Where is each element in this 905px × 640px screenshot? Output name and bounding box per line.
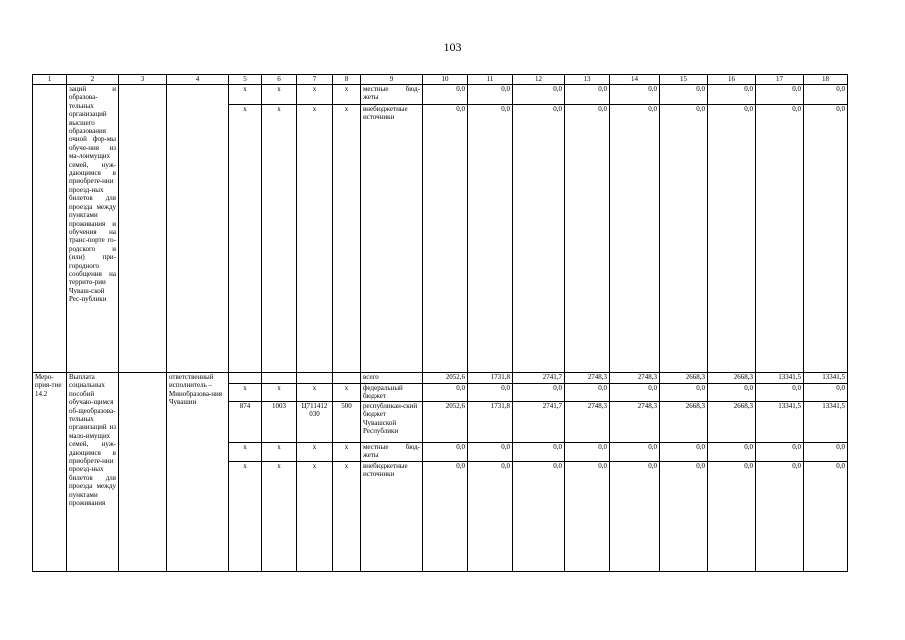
code-cell: x	[229, 461, 262, 571]
value-cell: 0,0	[513, 105, 565, 373]
code-cell: x	[262, 461, 297, 571]
value-cell: 0,0	[756, 85, 804, 105]
empty-cell	[33, 85, 67, 373]
code-cell: x	[229, 442, 262, 461]
col-header: 11	[468, 75, 513, 85]
value-cell: 0,0	[660, 85, 708, 105]
budget-table	[32, 74, 848, 572]
value-cell: 0,0	[513, 442, 565, 461]
table-row	[33, 85, 848, 105]
col-header: 18	[804, 75, 848, 85]
responsible-executor: ответственный исполнитель – Минобразова-ния Чувашии	[167, 373, 229, 572]
value-cell: 0,0	[565, 85, 610, 105]
funding-source: всего	[361, 373, 423, 384]
value-cell: 2668,3	[660, 401, 708, 442]
column-number-row	[33, 75, 848, 85]
value-cell: 0,0	[708, 461, 756, 571]
value-cell: 0,0	[565, 105, 610, 373]
value-cell: 2748,3	[565, 373, 610, 384]
value-cell: 2052,6	[423, 401, 468, 442]
col-header: 12	[513, 75, 565, 85]
value-cell: 0,0	[468, 461, 513, 571]
value-cell: 2668,3	[708, 373, 756, 384]
code-cell: x	[333, 105, 361, 373]
value-cell: 0,0	[804, 384, 848, 402]
value-cell: 13341,5	[756, 373, 804, 384]
code-cell: Ц711412 030	[297, 401, 333, 442]
code-cell: x	[262, 384, 297, 402]
value-cell: 0,0	[708, 85, 756, 105]
col-header: 4	[167, 75, 229, 85]
value-cell: 0,0	[708, 105, 756, 373]
col-header: 8	[333, 75, 361, 85]
value-cell: 2668,3	[708, 401, 756, 442]
value-cell: 2748,3	[610, 401, 660, 442]
code-cell: x	[262, 442, 297, 461]
value-cell: 0,0	[660, 384, 708, 402]
funding-source: местные бюд-жеты	[361, 85, 423, 105]
code-cell	[333, 373, 361, 384]
value-cell: 0,0	[756, 384, 804, 402]
value-cell: 2741,7	[513, 401, 565, 442]
value-cell: 1731,8	[468, 401, 513, 442]
value-cell: 0,0	[468, 384, 513, 402]
value-cell: 0,0	[423, 384, 468, 402]
code-cell: x	[297, 105, 333, 373]
funding-source: внебюджетные источники	[361, 461, 423, 571]
value-cell: 13341,5	[804, 401, 848, 442]
col-header: 10	[423, 75, 468, 85]
col-header: 15	[660, 75, 708, 85]
code-cell: x	[262, 85, 297, 105]
col-header: 16	[708, 75, 756, 85]
col-header: 2	[67, 75, 119, 85]
funding-source: внебюджетные источники	[361, 105, 423, 373]
value-cell: 13341,5	[756, 401, 804, 442]
measure-number: Меро-прия-тие 14.2	[33, 373, 67, 572]
value-cell: 2748,3	[565, 401, 610, 442]
code-cell: x	[333, 384, 361, 402]
value-cell: 0,0	[468, 105, 513, 373]
value-cell: 0,0	[610, 461, 660, 571]
col-header: 6	[262, 75, 297, 85]
col-header: 7	[297, 75, 333, 85]
value-cell: 0,0	[423, 105, 468, 373]
value-cell: 0,0	[660, 105, 708, 373]
value-cell: 0,0	[468, 85, 513, 105]
funding-source: местные бюд-жеты	[361, 442, 423, 461]
value-cell: 2052,6	[423, 373, 468, 384]
page-number: 103	[443, 40, 462, 54]
measure-description: заций и образова-тельных организаций высшего образования очной фор-мы обуче-ния из ма-лоимущих семей, нуж-дающимся в приобрете-нии проезд-ных билетов для проезда между пунктами проживания и обучения на транс-порте го-родского и (или) при-городного сообщения на террито-рии Чуваш-ской Рес-публики	[67, 85, 119, 373]
code-cell: 1003	[262, 401, 297, 442]
code-cell	[297, 373, 333, 384]
measure-description: Выплата социальных пособий обучаю-щимся об-щеобразова-тельных организаций из мало-имущих семей, нуж-дающимся в приобрете-нии проезд-ных билетов для проезда между пунктами проживания	[67, 373, 119, 572]
value-cell: 0,0	[804, 85, 848, 105]
col-header: 13	[565, 75, 610, 85]
value-cell: 0,0	[565, 442, 610, 461]
col-header: 9	[361, 75, 423, 85]
col-header: 3	[119, 75, 167, 85]
value-cell: 0,0	[708, 442, 756, 461]
funding-source: республикан-ский бюджет Чувашской Республики	[361, 401, 423, 442]
value-cell: 0,0	[610, 384, 660, 402]
value-cell: 0,0	[804, 442, 848, 461]
value-cell: 2741,7	[513, 373, 565, 384]
value-cell: 1731,8	[468, 373, 513, 384]
code-cell: x	[229, 384, 262, 402]
value-cell: 0,0	[565, 461, 610, 571]
value-cell: 0,0	[610, 85, 660, 105]
value-cell: 0,0	[660, 442, 708, 461]
code-cell: 874	[229, 401, 262, 442]
value-cell: 0,0	[468, 442, 513, 461]
col-header: 14	[610, 75, 660, 85]
value-cell: 0,0	[513, 85, 565, 105]
code-cell: x	[333, 85, 361, 105]
col-header: 1	[33, 75, 67, 85]
value-cell: 0,0	[565, 384, 610, 402]
value-cell: 0,0	[610, 105, 660, 373]
table-row	[33, 373, 848, 384]
code-cell: x	[333, 442, 361, 461]
value-cell: 0,0	[756, 461, 804, 571]
code-cell: x	[262, 105, 297, 373]
value-cell: 0,0	[423, 85, 468, 105]
value-cell: 0,0	[660, 461, 708, 571]
value-cell: 0,0	[423, 442, 468, 461]
value-cell: 13341,5	[804, 373, 848, 384]
col-header: 5	[229, 75, 262, 85]
code-cell: x	[229, 85, 262, 105]
empty-cell	[119, 85, 167, 373]
value-cell: 0,0	[804, 105, 848, 373]
value-cell: 0,0	[513, 461, 565, 571]
code-cell: x	[297, 384, 333, 402]
empty-cell	[167, 85, 229, 373]
code-cell: x	[297, 461, 333, 571]
code-cell: x	[297, 85, 333, 105]
value-cell: 0,0	[610, 442, 660, 461]
value-cell: 0,0	[708, 384, 756, 402]
col-header: 17	[756, 75, 804, 85]
code-cell: 500	[333, 401, 361, 442]
code-cell: x	[229, 105, 262, 373]
value-cell: 0,0	[513, 384, 565, 402]
code-cell: x	[297, 442, 333, 461]
value-cell: 0,0	[756, 442, 804, 461]
value-cell: 0,0	[756, 105, 804, 373]
value-cell: 2668,3	[660, 373, 708, 384]
funding-source: федеральный бюджет	[361, 384, 423, 402]
empty-cell	[119, 373, 167, 572]
code-cell	[229, 373, 262, 384]
value-cell: 0,0	[804, 461, 848, 571]
code-cell	[262, 373, 297, 384]
value-cell: 2748,3	[610, 373, 660, 384]
code-cell: x	[333, 461, 361, 571]
value-cell: 0,0	[423, 461, 468, 571]
